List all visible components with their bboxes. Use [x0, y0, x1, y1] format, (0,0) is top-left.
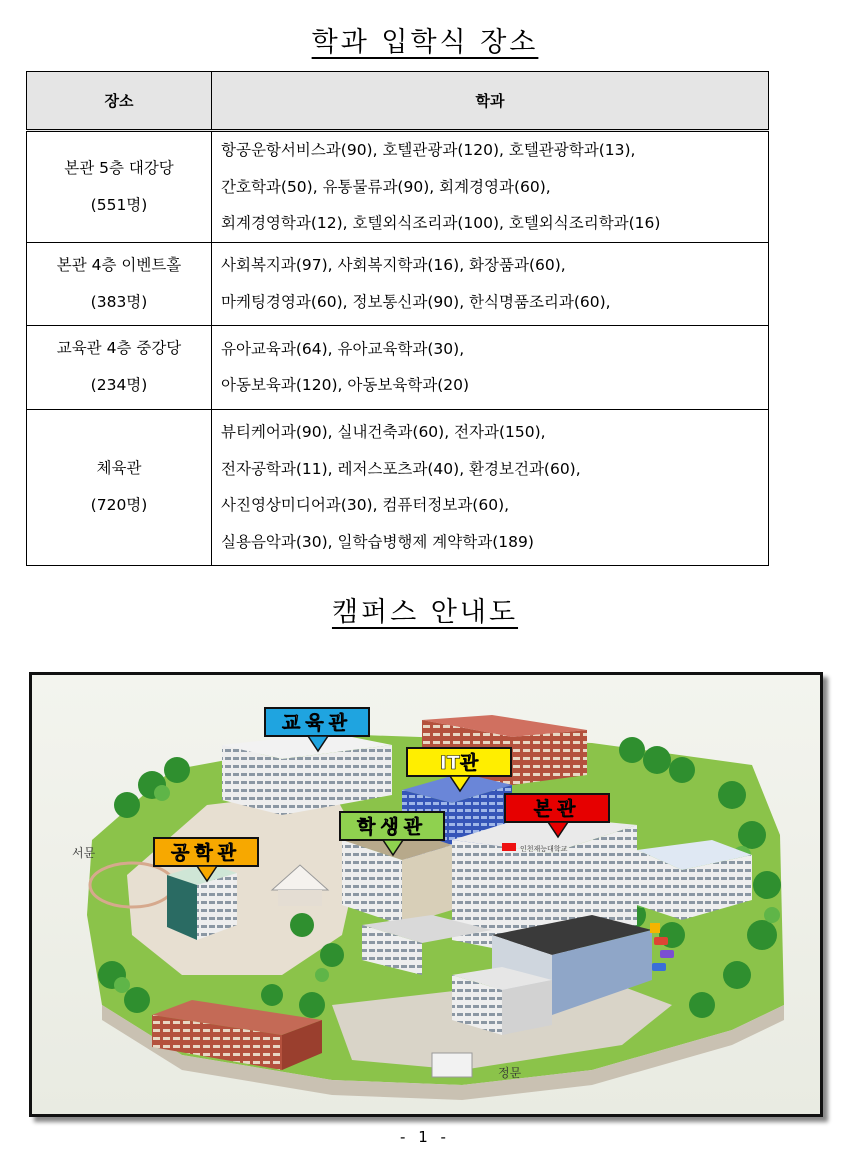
department-line: 실용음악과(30), 일학습병행제 계약학과(189)	[221, 532, 534, 551]
table-row	[27, 131, 769, 243]
map-title: 캠퍼스 안내도	[331, 597, 519, 628]
department-line: 회계경영학과(12), 호텔외식조리과(100), 호텔외식조리학과(16)	[221, 214, 661, 232]
place-name: 본관 5층 대강당	[64, 158, 174, 177]
venue-table	[26, 71, 769, 566]
header-departments: 학과	[212, 72, 769, 131]
page-number: - 1 -	[400, 1128, 450, 1146]
page-title: 학과 입학식 장소	[311, 27, 539, 58]
departments-cell	[212, 409, 769, 565]
place-count: (234명)	[90, 376, 148, 394]
place-cell	[27, 242, 212, 325]
department-line: 마케팅경영과(60), 정보통신과(90), 한식명품조리과(60),	[221, 292, 611, 311]
place-cell	[27, 325, 212, 409]
label-it-text: IT관	[439, 752, 479, 774]
department-line: 사회복지과(97), 사회복지학과(16), 화장품과(60),	[221, 256, 566, 274]
place-count: (551명)	[90, 195, 148, 214]
label-education-text: 교육관	[281, 712, 353, 734]
departments-cell	[212, 131, 769, 243]
campus-map	[29, 672, 823, 1117]
main-building-logo	[502, 843, 516, 851]
department-line: 아동보육과(120), 아동보육학과(20)	[221, 376, 470, 394]
department-line: 항공운항서비스과(90), 호텔관광과(120), 호텔관광학과(13),	[221, 141, 636, 159]
parking-icon	[650, 923, 660, 933]
department-line: 간호학과(50), 유통물류과(90), 회계경영과(60),	[221, 177, 551, 196]
place-name: 체육관	[96, 459, 142, 477]
header-place: 장소	[27, 72, 212, 131]
place-count: (720명)	[90, 496, 148, 514]
label-engineering-text: 공학관	[170, 842, 242, 864]
department-line: 전자공학과(11), 레저스포츠과(40), 환경보건과(60),	[221, 459, 581, 478]
place-name: 본관 4층 이벤트홀	[56, 255, 182, 274]
label-main-text: 본관	[533, 798, 581, 820]
table-row	[27, 325, 769, 409]
place-cell	[27, 131, 212, 243]
departments-cell	[212, 242, 769, 325]
place-cell	[27, 409, 212, 565]
west-gate-label: 서문	[72, 846, 96, 860]
gate-sign-board	[432, 1053, 472, 1077]
place-name: 교육관 4층 중강당	[56, 339, 182, 357]
departments-cell	[212, 325, 769, 409]
table-row	[27, 242, 769, 325]
department-line: 사진영상미디어과(30), 컴퓨터정보과(60),	[221, 496, 510, 514]
table-row	[27, 409, 769, 565]
main-building-sign: 인천재능대학교	[520, 845, 568, 853]
table-header-row	[27, 72, 769, 131]
department-line: 뷰티케어과(90), 실내건축과(60), 전자과(150),	[221, 423, 546, 441]
main-gate-label: 정문	[498, 1066, 522, 1080]
place-count: (383명)	[90, 292, 148, 311]
label-student-text: 학생관	[356, 816, 428, 838]
department-line: 유아교육과(64), 유아교육학과(30),	[221, 339, 465, 358]
